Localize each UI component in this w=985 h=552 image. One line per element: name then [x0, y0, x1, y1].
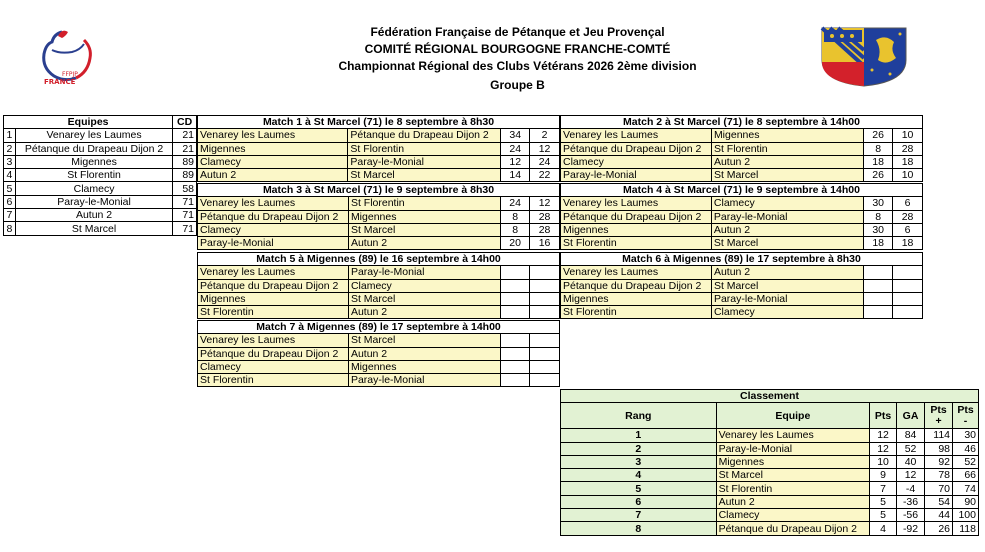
classement-ga: 84 [897, 429, 925, 442]
match-team-away: Clamecy [348, 279, 500, 292]
classement-row [561, 469, 979, 482]
match-team-away: Autun 2 [348, 237, 500, 250]
classement-ga: -4 [897, 482, 925, 495]
match-team-away: St Marcel [348, 169, 501, 182]
match-title: Match 7 à Migennes (89) le 17 septembre à 14h00 [198, 321, 560, 334]
match-score-away[interactable] [530, 334, 560, 347]
match-team-away: Migennes [711, 129, 863, 142]
match-team-away: Migennes [348, 210, 500, 223]
classement-col-pts-minus: Pts - [953, 403, 979, 429]
classement-ga: -36 [897, 495, 925, 508]
teams-table [3, 115, 197, 236]
team-cd: 89 [173, 169, 197, 182]
match-team-home: Migennes [198, 292, 349, 305]
team-name: St Marcel [15, 222, 172, 235]
match-score-away[interactable]: 6 [893, 197, 923, 210]
match-score-home[interactable] [501, 347, 530, 360]
match-score-home[interactable]: 12 [501, 155, 530, 168]
match-score-home[interactable]: 30 [864, 223, 893, 236]
match-team-home: Pétanque du Drapeau Dijon 2 [198, 347, 349, 360]
match-score-home[interactable]: 18 [864, 237, 893, 250]
classement-pts-plus: 44 [925, 509, 953, 522]
match-score-away[interactable]: 18 [893, 237, 923, 250]
team-row [4, 169, 197, 182]
match-game-row [198, 169, 560, 182]
match-team-home: Venarey les Laumes [561, 266, 712, 279]
team-number: 1 [4, 129, 16, 142]
team-name: Venarey les Laumes [15, 129, 172, 142]
match-team-home: St Florentin [561, 306, 712, 319]
classement-row [561, 509, 979, 522]
classement-col-ga: GA [897, 403, 925, 429]
match-team-home: Clamecy [198, 155, 348, 168]
classement-pts-minus: 30 [953, 429, 979, 442]
match-team-away: St Marcel [711, 169, 863, 182]
match-score-home[interactable]: 30 [864, 197, 893, 210]
classement-equipe: Venarey les Laumes [716, 429, 870, 442]
match-table-4 [560, 183, 923, 250]
match-score-away[interactable] [893, 306, 923, 319]
classement-pts-minus: 46 [953, 442, 979, 455]
classement-pts: 10 [870, 455, 897, 468]
match-game-row [198, 347, 560, 360]
match-game-row [198, 129, 560, 142]
match-score-home[interactable]: 26 [864, 129, 893, 142]
match-game-row [561, 129, 923, 142]
team-row [4, 209, 197, 222]
match-game-row [198, 279, 560, 292]
match-team-away: St Florentin [711, 142, 863, 155]
classement-equipe: Paray-le-Monial [716, 442, 870, 455]
match-game-row [198, 374, 560, 387]
match-score-home[interactable] [864, 306, 893, 319]
match-game-row [198, 142, 560, 155]
classement-pts-minus: 100 [953, 509, 979, 522]
match-team-home: St Florentin [561, 237, 712, 250]
match-score-away[interactable] [530, 279, 560, 292]
match-team-home: St Florentin [198, 306, 349, 319]
match-game-row [561, 197, 923, 210]
header-championnat: Championnat Régional des Clubs Vétérans 2026 2ème division [338, 59, 697, 73]
team-cd: 71 [173, 195, 197, 208]
classement-pts-plus: 54 [925, 495, 953, 508]
match-team-away: St Marcel [711, 237, 863, 250]
classement-row [561, 482, 979, 495]
match-table-1 [197, 115, 560, 182]
match-team-away: Clamecy [711, 306, 863, 319]
match-team-away: Autun 2 [711, 155, 863, 168]
classement-col-pts: Pts [870, 403, 897, 429]
match-game-row [198, 306, 560, 319]
classement-row [561, 429, 979, 442]
match-score-away[interactable]: 28 [893, 142, 923, 155]
team-number: 3 [4, 155, 16, 168]
match-score-away[interactable]: 24 [530, 155, 560, 168]
match-team-away: Autun 2 [711, 223, 863, 236]
team-name: Migennes [15, 155, 172, 168]
match-team-home: St Florentin [198, 374, 349, 387]
match-game-row [561, 142, 923, 155]
classement-pts-plus: 98 [925, 442, 953, 455]
match-team-home: Pétanque du Drapeau Dijon 2 [561, 279, 712, 292]
classement-pts: 12 [870, 429, 897, 442]
logo-france-text: FRANCE [44, 78, 76, 86]
match-game-row [198, 223, 560, 236]
match-score-away[interactable]: 22 [530, 169, 560, 182]
match-team-away: St Marcel [348, 223, 500, 236]
team-row [4, 142, 197, 155]
team-name: Pétanque du Drapeau Dijon 2 [15, 142, 172, 155]
match-score-away[interactable] [530, 266, 560, 279]
match-game-row [198, 210, 560, 223]
match-team-home: Venarey les Laumes [561, 129, 712, 142]
match-game-row [198, 266, 560, 279]
team-number: 8 [4, 222, 16, 235]
classement-rang: 8 [561, 522, 717, 535]
teams-header-cd: CD [173, 116, 197, 129]
classement-pts-minus: 118 [953, 522, 979, 535]
match-score-away[interactable] [530, 292, 560, 305]
match-score-away[interactable]: 10 [893, 169, 923, 182]
match-table-5 [197, 252, 560, 319]
match-team-home: Pétanque du Drapeau Dijon 2 [198, 279, 349, 292]
match-score-away[interactable] [893, 266, 923, 279]
match-team-home: Clamecy [198, 223, 349, 236]
match-team-away: Paray-le-Monial [711, 210, 863, 223]
classement-equipe: Migennes [716, 455, 870, 468]
match-score-home[interactable]: 34 [501, 129, 530, 142]
match-team-away: Paray-le-Monial [348, 374, 500, 387]
match-game-row [561, 279, 923, 292]
classement-pts: 7 [870, 482, 897, 495]
classement-rang: 1 [561, 429, 717, 442]
match-team-home: Venarey les Laumes [198, 129, 348, 142]
match-score-home[interactable]: 8 [501, 223, 530, 236]
match-score-home[interactable] [501, 292, 530, 305]
classement-rang: 3 [561, 455, 717, 468]
team-row [4, 129, 197, 142]
team-row [4, 222, 197, 235]
team-name: St Florentin [15, 169, 172, 182]
team-name: Paray-le-Monial [15, 195, 172, 208]
classement-pts-plus: 26 [925, 522, 953, 535]
match-team-away: Paray-le-Monial [348, 266, 500, 279]
header-federation: Fédération Française de Pétanque et Jeu Provençal [370, 25, 665, 39]
classement-row [561, 522, 979, 535]
match-score-home[interactable]: 18 [864, 155, 893, 168]
match-score-home[interactable]: 26 [864, 169, 893, 182]
match-game-row [561, 169, 923, 182]
match-score-away[interactable] [893, 292, 923, 305]
match-score-away[interactable]: 16 [530, 237, 560, 250]
match-table-6 [560, 252, 923, 319]
match-team-home: Autun 2 [198, 169, 348, 182]
match-game-row [561, 210, 923, 223]
classement-ga: 52 [897, 442, 925, 455]
classement-pts-plus: 70 [925, 482, 953, 495]
match-score-home[interactable]: 8 [864, 142, 893, 155]
classement-pts-plus: 114 [925, 429, 953, 442]
match-game-row [561, 237, 923, 250]
match-table-7 [197, 320, 560, 387]
match-team-home: Migennes [198, 142, 348, 155]
classement-pts: 5 [870, 509, 897, 522]
match-team-home: Venarey les Laumes [198, 197, 349, 210]
match-game-row [561, 266, 923, 279]
match-score-home[interactable] [864, 266, 893, 279]
classement-rang: 7 [561, 509, 717, 522]
team-cd: 21 [173, 129, 197, 142]
team-number: 5 [4, 182, 16, 195]
classement-pts: 4 [870, 522, 897, 535]
match-game-row [198, 292, 560, 305]
match-team-away: Autun 2 [711, 266, 863, 279]
match-team-home: Venarey les Laumes [198, 334, 349, 347]
classement-ga: 40 [897, 455, 925, 468]
classement-pts-minus: 66 [953, 469, 979, 482]
header-groupe: Groupe B [490, 78, 545, 92]
match-team-away: Paray-le-Monial [348, 155, 501, 168]
logo-ffpjp-text: FFPJP [62, 71, 78, 78]
match-score-home[interactable]: 24 [501, 197, 530, 210]
match-team-home: Clamecy [561, 155, 712, 168]
match-team-away: St Marcel [711, 279, 863, 292]
match-title: Match 4 à St Marcel (71) le 9 septembre à 14h00 [561, 184, 923, 197]
match-team-home: Venarey les Laumes [561, 197, 712, 210]
team-cd: 71 [173, 209, 197, 222]
match-table-3 [197, 183, 560, 250]
team-cd: 89 [173, 155, 197, 168]
match-game-row [561, 223, 923, 236]
team-number: 6 [4, 195, 16, 208]
team-number: 7 [4, 209, 16, 222]
classement-equipe: Clamecy [716, 509, 870, 522]
match-team-away: Autun 2 [348, 306, 500, 319]
match-game-row [561, 292, 923, 305]
match-team-away: Paray-le-Monial [711, 292, 863, 305]
classement-pts-minus: 90 [953, 495, 979, 508]
team-row [4, 182, 197, 195]
classement-equipe: Autun 2 [716, 495, 870, 508]
team-row [4, 195, 197, 208]
match-score-home[interactable] [501, 266, 530, 279]
classement-rang: 5 [561, 482, 717, 495]
match-game-row [198, 334, 560, 347]
classement-rang: 2 [561, 442, 717, 455]
match-title: Match 6 à Migennes (89) le 17 septembre à 8h30 [561, 253, 923, 266]
classement-rang: 6 [561, 495, 717, 508]
match-title: Match 3 à St Marcel (71) le 9 septembre à 8h30 [198, 184, 560, 197]
match-score-away[interactable]: 28 [530, 210, 560, 223]
classement-row [561, 495, 979, 508]
match-team-home: Clamecy [198, 360, 349, 373]
match-table-2 [560, 115, 923, 182]
match-score-away[interactable] [530, 374, 560, 387]
match-score-home[interactable] [864, 292, 893, 305]
match-score-away[interactable] [530, 360, 560, 373]
match-team-away: St Florentin [348, 142, 501, 155]
teams-header-equipes: Equipes [4, 116, 173, 129]
match-team-home: Migennes [561, 292, 712, 305]
classement-pts-minus: 74 [953, 482, 979, 495]
match-game-row [198, 237, 560, 250]
match-score-home[interactable] [501, 279, 530, 292]
classement-pts: 5 [870, 495, 897, 508]
match-score-away[interactable]: 12 [530, 142, 560, 155]
classement-ga: 12 [897, 469, 925, 482]
match-title: Match 1 à St Marcel (71) le 8 septembre à 8h30 [198, 116, 560, 129]
match-team-away: Autun 2 [348, 347, 500, 360]
match-score-away[interactable]: 6 [893, 223, 923, 236]
match-team-home: Migennes [561, 223, 712, 236]
region-coat-of-arms [820, 26, 908, 88]
match-score-home[interactable]: 8 [864, 210, 893, 223]
classement-title: Classement [561, 390, 979, 403]
match-game-row [198, 360, 560, 373]
match-team-home: Pétanque du Drapeau Dijon 2 [561, 142, 712, 155]
match-score-home[interactable]: 20 [501, 237, 530, 250]
match-score-home[interactable] [501, 374, 530, 387]
classement-ga: -92 [897, 522, 925, 535]
team-number: 2 [4, 142, 16, 155]
match-score-away[interactable]: 28 [530, 223, 560, 236]
ffpjp-logo [32, 24, 100, 88]
match-score-home[interactable]: 24 [501, 142, 530, 155]
match-team-away: St Marcel [348, 292, 500, 305]
match-team-home: Venarey les Laumes [198, 266, 349, 279]
classement-pts-plus: 92 [925, 455, 953, 468]
match-score-away[interactable]: 10 [893, 129, 923, 142]
match-score-home[interactable] [864, 279, 893, 292]
match-score-home[interactable]: 8 [501, 210, 530, 223]
classement-pts: 9 [870, 469, 897, 482]
classement-col-pts-plus: Pts + [925, 403, 953, 429]
match-score-home[interactable] [501, 360, 530, 373]
match-team-away: St Marcel [348, 334, 500, 347]
match-team-away: Clamecy [711, 197, 863, 210]
match-score-away[interactable] [893, 279, 923, 292]
team-row [4, 155, 197, 168]
match-score-away[interactable]: 12 [530, 197, 560, 210]
classement-table [560, 389, 979, 536]
classement-equipe: St Florentin [716, 482, 870, 495]
match-score-away[interactable]: 2 [530, 129, 560, 142]
match-title: Match 5 à Migennes (89) le 16 septembre à 14h00 [198, 253, 560, 266]
classement-equipe: St Marcel [716, 469, 870, 482]
match-score-home[interactable] [501, 306, 530, 319]
classement-row [561, 455, 979, 468]
classement-ga: -56 [897, 509, 925, 522]
team-name: Clamecy [15, 182, 172, 195]
match-score-away[interactable] [530, 306, 560, 319]
classement-rang: 4 [561, 469, 717, 482]
classement-col-rang: Rang [561, 403, 717, 429]
team-cd: 58 [173, 182, 197, 195]
classement-row [561, 442, 979, 455]
match-score-home[interactable]: 14 [501, 169, 530, 182]
match-score-away[interactable]: 28 [893, 210, 923, 223]
team-cd: 71 [173, 222, 197, 235]
match-team-away: St Florentin [348, 197, 500, 210]
classement-pts-plus: 78 [925, 469, 953, 482]
team-number: 4 [4, 169, 16, 182]
match-team-home: Paray-le-Monial [198, 237, 349, 250]
classement-col-equipe: Equipe [716, 403, 870, 429]
match-team-away: Migennes [348, 360, 500, 373]
classement-pts: 12 [870, 442, 897, 455]
match-game-row [561, 306, 923, 319]
match-team-home: Pétanque du Drapeau Dijon 2 [198, 210, 349, 223]
match-game-row [198, 197, 560, 210]
match-game-row [561, 155, 923, 168]
team-name: Autun 2 [15, 209, 172, 222]
classement-pts-minus: 52 [953, 455, 979, 468]
match-team-home: Pétanque du Drapeau Dijon 2 [561, 210, 712, 223]
classement-equipe: Pétanque du Drapeau Dijon 2 [716, 522, 870, 535]
match-score-home[interactable] [501, 334, 530, 347]
match-title: Match 2 à St Marcel (71) le 8 septembre à 14h00 [561, 116, 923, 129]
match-score-away[interactable]: 18 [893, 155, 923, 168]
match-team-away: Pétanque du Drapeau Dijon 2 [348, 129, 501, 142]
match-game-row [198, 155, 560, 168]
match-team-home: Paray-le-Monial [561, 169, 712, 182]
match-score-away[interactable] [530, 347, 560, 360]
team-cd: 21 [173, 142, 197, 155]
header-comite: COMITÉ RÉGIONAL BOURGOGNE FRANCHE-COMTÉ [364, 42, 671, 56]
